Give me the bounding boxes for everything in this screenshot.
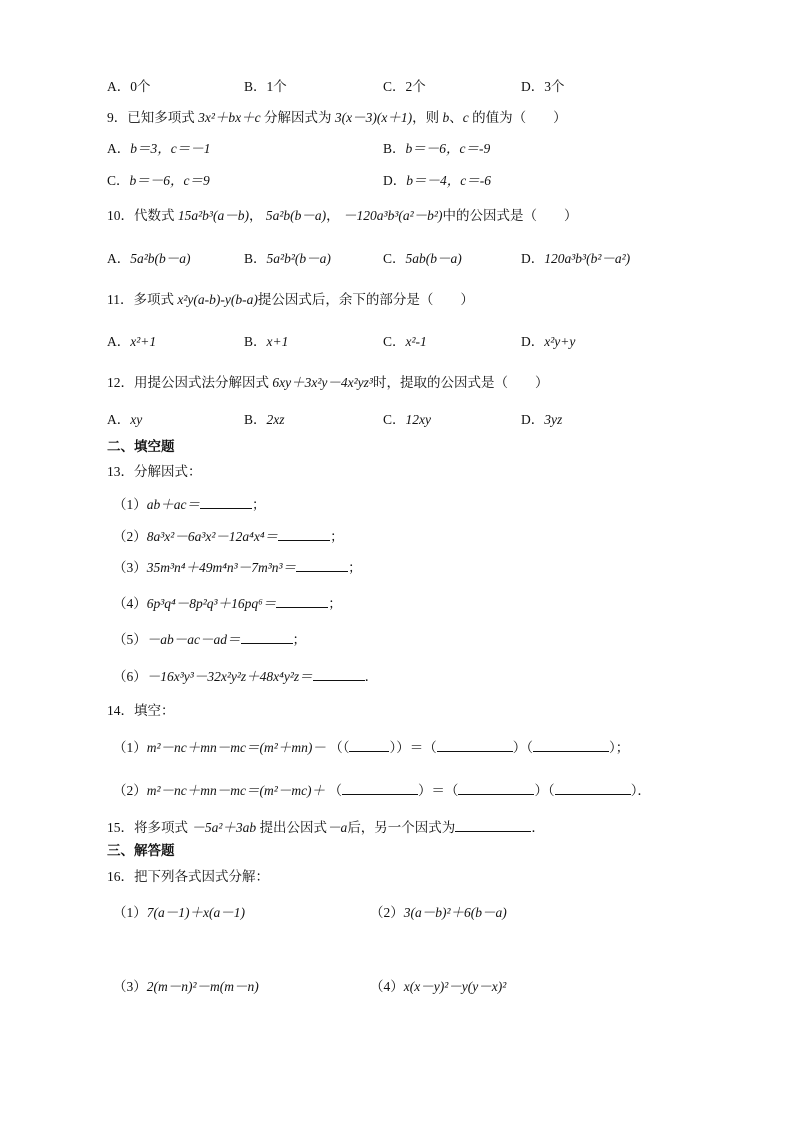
item-end: ；	[292, 632, 306, 647]
item-label: （5）	[113, 632, 147, 647]
q10-stem	[107, 207, 577, 225]
item-end: ；	[330, 529, 344, 544]
option-expr: 120a³b³(b²－a²)	[544, 251, 631, 266]
option-expr: 5a²b²(b－a)	[266, 251, 331, 266]
q10-number: 10．	[107, 208, 134, 223]
q15-text: 将多项式	[134, 820, 188, 835]
item-expr: －ab－ac－ad＝	[146, 632, 241, 647]
q12-option-a	[107, 411, 142, 429]
item-end: ；	[328, 596, 342, 611]
option-label: B．	[244, 334, 267, 349]
q10-expr-1: 15a²b³(a－b)	[177, 208, 249, 223]
item-label: （3）	[113, 560, 147, 575]
q14-stem: 14．填空：	[107, 703, 175, 718]
q13-item-5	[113, 629, 306, 649]
item-end: ．	[364, 669, 379, 684]
option-expr: 5a²b(b－a)	[130, 251, 191, 266]
q12-option-c	[383, 411, 431, 429]
q15-polynomial: －5a²＋3ab	[191, 820, 257, 835]
option-label: A．	[107, 251, 131, 266]
option-expr: x+1	[266, 334, 289, 349]
q16-item-1	[113, 904, 245, 922]
q9-number: 9．	[107, 110, 128, 125]
answer-blank	[278, 526, 330, 541]
option-label: C．	[383, 334, 406, 349]
item-expr: m²－nc＋mn－mc＝(m²－mc)＋	[146, 783, 326, 798]
answer-blank	[533, 737, 609, 752]
item-label: （2）	[370, 905, 404, 920]
q10-expr-3: －120a³b³(a²－b²)	[343, 208, 443, 223]
answer-blank	[437, 737, 513, 752]
item-expr: m²－nc＋mn－mc＝(m²＋mn)－	[146, 740, 326, 755]
answer-blank	[200, 494, 252, 509]
option-expr: b＝3，c＝－1	[130, 141, 211, 156]
q8-option-b: B．1个	[244, 79, 287, 94]
q12-option-d	[521, 411, 562, 429]
q10-sep: ，	[248, 208, 263, 223]
option-expr: x²-1	[405, 334, 427, 349]
q9-factorization: 3(x－3)(x＋1)	[334, 110, 413, 125]
q12-polynomial: 6xy＋3x²y－4x²yz³	[272, 375, 373, 390]
q12-text: 用提公因式法分解因式	[134, 375, 269, 390]
q16-item-4	[370, 978, 506, 996]
section-heading-solve: 三、解答题	[107, 843, 175, 859]
q11-polynomial: x²y(a-b)-y(b-a)	[177, 292, 258, 307]
option-label: C．	[383, 251, 406, 266]
option-label: C．	[107, 173, 130, 188]
option-label: A．	[107, 141, 131, 156]
q9-text: 已知多项式	[127, 110, 195, 125]
item-label: （1）	[113, 740, 147, 755]
q13-item-3	[113, 557, 362, 577]
q9-text: 分解因式为	[264, 110, 332, 125]
q10-option-c	[383, 250, 462, 268]
q10-text: 中的公因式是（ ）	[442, 208, 578, 223]
q11-option-b	[244, 333, 288, 351]
q11-number: 11．	[107, 292, 134, 307]
paren: ）．	[630, 783, 651, 798]
paren: ）；	[608, 740, 630, 755]
answer-blank	[276, 593, 328, 608]
q10-sep: ，	[326, 208, 340, 223]
item-label: （2）	[113, 783, 147, 798]
item-expr: 6p³q⁴－8p²q³＋16pq⁶＝	[146, 596, 277, 611]
option-expr: 5ab(b－a)	[405, 251, 462, 266]
q9-option-c	[107, 172, 210, 190]
q10-expr-2: 5a²b(b－a)	[265, 208, 327, 223]
item-expr: －16x³y³－32x²y²z＋48x⁴y²z＝	[146, 669, 313, 684]
section-heading-fill-in: 二、填空题	[107, 439, 175, 455]
answer-blank	[458, 780, 534, 795]
q9-polynomial: 3x²＋bx＋c	[198, 110, 261, 125]
item-expr: 7(a－1)＋x(a－1)	[146, 905, 245, 920]
q16-stem: 16．把下列各式因式分解：	[107, 869, 269, 884]
paren: ）（	[534, 783, 555, 798]
option-expr: b＝－6，c＝-9	[405, 141, 491, 156]
item-expr: x(x－y)²－y(y－x)²	[403, 979, 507, 994]
answer-blank	[555, 780, 631, 795]
q15-common-factor: －a	[327, 820, 348, 835]
option-expr: 3yz	[544, 412, 563, 427]
q14-item-2	[113, 780, 651, 800]
q9-option-b	[383, 140, 490, 158]
q9-var-b: b	[442, 110, 450, 125]
answer-blank	[455, 817, 531, 832]
option-expr: xy	[130, 412, 143, 427]
q11-option-a	[107, 333, 156, 351]
paren: ））＝（	[389, 740, 437, 755]
item-label: （3）	[113, 979, 147, 994]
option-expr: x²y+y	[544, 334, 576, 349]
q9-stem	[107, 109, 567, 127]
item-end: ；	[252, 497, 266, 512]
option-label: D．	[521, 251, 545, 266]
q16-item-3	[113, 978, 259, 996]
paren: （（	[329, 740, 350, 755]
item-label: （1）	[113, 905, 147, 920]
q16-item-2	[370, 904, 507, 922]
q13-item-2	[113, 526, 344, 546]
q11-stem	[107, 291, 474, 309]
option-label: B．	[383, 141, 406, 156]
q13-item-6	[113, 666, 378, 686]
q8-option-c: C．2个	[383, 79, 426, 94]
answer-blank	[349, 737, 389, 752]
q13-item-1	[113, 494, 266, 514]
item-end: ；	[348, 560, 362, 575]
q11-option-d	[521, 333, 575, 351]
q13-stem: 13．分解因式：	[107, 464, 202, 479]
item-expr: 2(m－n)²－m(m－n)	[146, 979, 259, 994]
option-label: D．	[383, 173, 407, 188]
paren: ）（	[512, 740, 533, 755]
option-expr: x²+1	[130, 334, 157, 349]
option-label: D．	[521, 334, 545, 349]
option-expr: b＝－6，c＝9	[129, 173, 210, 188]
answer-blank	[241, 629, 293, 644]
option-label: B．	[244, 251, 267, 266]
q10-option-a	[107, 250, 191, 268]
option-label: C．	[383, 412, 406, 427]
q10-text: 代数式	[134, 208, 175, 223]
item-expr: 35m³n⁴＋49m⁴n³－7m³n³＝	[146, 560, 297, 575]
answer-blank	[313, 666, 365, 681]
q10-option-b	[244, 250, 331, 268]
paren: （	[328, 783, 342, 798]
q15-end: ．	[531, 820, 545, 835]
q9-var-c: c	[462, 110, 469, 125]
q11-text: 多项式	[133, 292, 174, 307]
answer-blank	[342, 780, 418, 795]
q8-option-d: D．3个	[521, 79, 565, 94]
q9-text: 、	[449, 110, 463, 125]
item-expr: 3(a－b)²＋6(b－a)	[403, 905, 507, 920]
option-label: A．	[107, 412, 131, 427]
q9-option-a	[107, 140, 211, 158]
q9-text: 的值为（ ）	[472, 110, 567, 125]
answer-blank	[296, 557, 348, 572]
q12-option-b	[244, 411, 285, 429]
q15-stem	[107, 817, 545, 837]
item-label: （4）	[113, 596, 147, 611]
option-expr: 12xy	[405, 412, 431, 427]
q14-item-1	[113, 737, 629, 757]
q11-text: 提公因式后，余下的部分是（ ）	[257, 292, 474, 307]
q13-item-4	[113, 593, 342, 613]
item-label: （1）	[113, 497, 147, 512]
q9-option-d	[383, 172, 491, 190]
q15-number: 15．	[107, 820, 134, 835]
q10-option-d	[521, 250, 630, 268]
option-label: A．	[107, 334, 131, 349]
item-expr: 8a³x²－6a³x²－12a⁴x⁴＝	[146, 529, 279, 544]
q12-number: 12．	[107, 375, 134, 390]
option-expr: 2xz	[266, 412, 285, 427]
item-label: （2）	[113, 529, 147, 544]
option-label: D．	[521, 412, 545, 427]
q11-option-c	[383, 333, 427, 351]
q15-text: 提出公因式	[259, 820, 328, 835]
item-label: （6）	[113, 669, 147, 684]
item-label: （4）	[370, 979, 404, 994]
item-expr: ab＋ac＝	[146, 497, 200, 512]
option-label: B．	[244, 412, 267, 427]
q12-text: 时，提取的公因式是（ ）	[372, 375, 549, 390]
option-expr: b＝－4，c＝-6	[406, 173, 491, 188]
q8-option-a: A．0个	[107, 79, 151, 94]
q12-stem	[107, 374, 548, 392]
paren: ）＝（	[417, 783, 459, 798]
q9-text: ，则	[412, 110, 440, 125]
q15-text: 后，另一个因式为	[347, 820, 456, 835]
